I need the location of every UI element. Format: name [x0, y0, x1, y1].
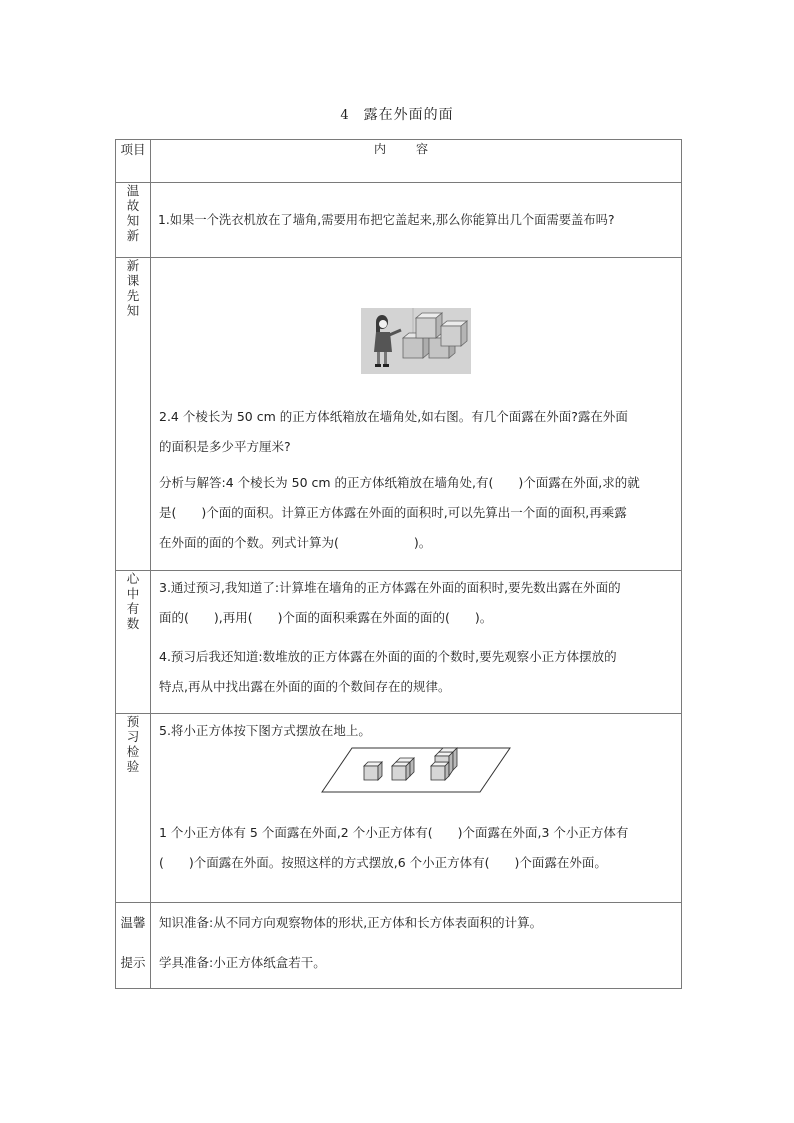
row-tips-label-2: 提示	[120, 955, 146, 970]
row-review-label-cell	[116, 183, 151, 258]
question-4-line-2: 特点,再从中找出露在外面的面的个数间存在的规律。	[159, 679, 451, 694]
question-3-line-1: 3.通过预习,我知道了:计算堆在墙角的正方体露在外面的面积时,要先数出露在外面的	[159, 580, 621, 595]
header-item-label: 项目	[120, 142, 146, 157]
question-4	[151, 642, 681, 702]
row-review-label: 温故知新	[126, 183, 140, 243]
question-2-line-2: 的面积是多少平方厘米?	[159, 439, 291, 454]
question-1: 1.如果一个洗衣机放在了墙角,需要用布把它盖起来,那么你能算出几个面需要盖布吗?	[158, 213, 615, 227]
page-title	[0, 104, 794, 124]
row-summary-label-cell	[116, 571, 151, 714]
lesson-number: 4	[340, 108, 350, 123]
row-preview-check-content	[151, 714, 682, 903]
question-4-line-1: 4.预习后我还知道:数堆放的正方体露在外面的面的个数时,要先观察小正方体摆放的	[159, 649, 617, 664]
row-summary-content	[151, 571, 682, 714]
question-5	[151, 818, 681, 878]
question-3	[151, 573, 681, 633]
row-tips-content	[151, 903, 682, 989]
analysis-answer	[151, 468, 681, 558]
analysis-line-1: 分析与解答:4 个棱长为 50 cm 的正方体纸箱放在墙角处,有( )个面露在外面,求的就	[159, 475, 640, 490]
row-tips-label-1: 温馨	[120, 915, 146, 930]
lesson-title: 露在外面的面	[363, 107, 454, 123]
worksheet-table	[115, 139, 682, 989]
row-tips	[116, 903, 682, 989]
row-review-content	[151, 183, 682, 258]
row-new-lesson-label-cell	[116, 258, 151, 571]
analysis-line-2: 是( )个面的面积。计算正方体露在外面的面积时,可以先算出一个面的面积,再乘露	[159, 505, 627, 520]
question-5-line-2: ( )个面露在外面。按照这样的方式摆放,6 个小正方体有( )个面露在外面。	[159, 855, 607, 870]
question-5-intro: 5.将小正方体按下图方式摆放在地上。	[159, 723, 371, 738]
row-tips-label-cell	[116, 903, 151, 989]
question-5-line-1: 1 个小正方体有 5 个面露在外面,2 个小正方体有( )个面露在外面,3 个小正方体有	[159, 825, 629, 840]
question-2	[151, 402, 681, 462]
row-preview-check	[116, 714, 682, 903]
row-summary	[116, 571, 682, 714]
question-3-line-2: 面的( ),再用( )个面的面积乘露在外面的面的( )。	[159, 610, 493, 625]
header-content-label: 内容	[373, 142, 458, 156]
table-header-row	[116, 140, 682, 183]
girl-and-boxes-illustration	[361, 308, 471, 374]
header-content-cell	[151, 140, 682, 183]
row-review	[116, 183, 682, 258]
row-new-lesson	[116, 258, 682, 571]
knowledge-prep: 知识准备:从不同方向观察物体的形状,正方体和长方体表面积的计算。	[159, 915, 543, 930]
analysis-line-3: 在外面的面的个数。列式计算为( )。	[159, 535, 432, 550]
question-2-line-1: 2.4 个棱长为 50 cm 的正方体纸箱放在墙角处,如右图。有几个面露在外面?露在外面	[159, 409, 628, 424]
cubes-on-floor-illustration	[321, 746, 511, 794]
row-preview-check-label: 预习检验	[126, 714, 140, 774]
row-summary-label: 心中有数	[126, 571, 140, 631]
row-preview-check-label-cell	[116, 714, 151, 903]
row-new-lesson-content	[151, 258, 682, 571]
header-item-cell	[116, 140, 151, 183]
row-new-lesson-label: 新课先知	[126, 258, 140, 318]
tool-prep: 学具准备:小正方体纸盒若干。	[159, 955, 326, 970]
